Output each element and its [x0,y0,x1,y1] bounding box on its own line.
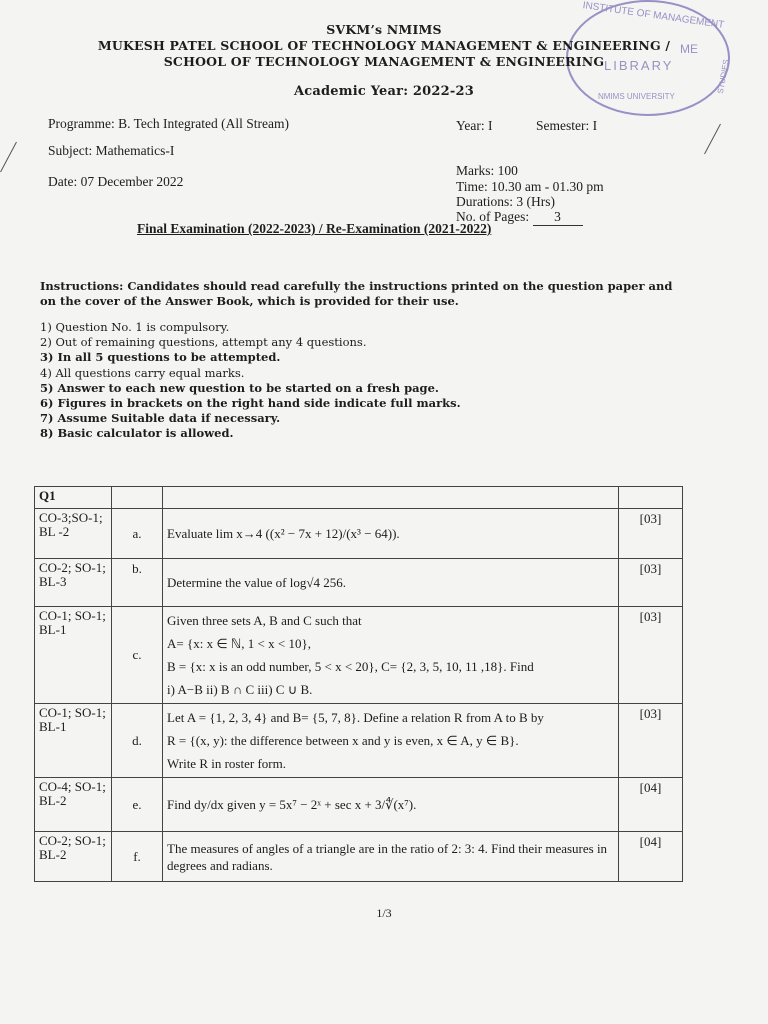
question-line: i) A−B ii) B ∩ C iii) C ∪ B. [167,682,313,697]
instruction-item: 1) Question No. 1 is compulsory. [40,320,230,334]
exam-title: Final Examination (2022-2023) / Re-Examination (2021-2022) [137,221,492,236]
exam-time: Time: 10.30 am - 01.30 pm [456,179,604,194]
year: Year: I [456,118,493,133]
subject: Subject: Mathematics-I [48,143,175,158]
question-line: B = {x: x is an odd number, 5 < x < 20}, C= {2, 3, 5, 10, 11 ,18}. Find [167,659,534,674]
school-name-2: SCHOOL OF TECHNOLOGY MANAGEMENT & ENGINEERING [163,54,605,69]
duration: Durations: 3 (Hrs) [456,194,555,209]
semester: Semester: I [536,118,598,133]
table-row [35,487,683,509]
sub-question-label: f. [112,832,163,882]
instruction-item: 4) All questions carry equal marks. [40,365,245,380]
marks: Marks: 100 [456,163,518,178]
question-line: R = {(x, y): the difference between x and y is even, x ∈ A, y ∈ B}. [167,733,519,748]
table-row [35,704,683,778]
instruction-item: 6) Figures in brackets on the right hand side indicate full marks. [40,396,461,411]
co-mapping: CO-1; SO-1; BL-1 [35,704,112,778]
pages-label: No. of Pages: [456,209,530,224]
sub-question-label: b. [112,559,163,607]
sub-question-label: d. [112,704,163,778]
co-mapping: CO-2; SO-1; BL-3 [35,559,112,607]
table-row [35,509,683,559]
instructions-list [40,320,461,442]
question-marks: [03] [619,607,683,704]
instruction-item: 2) Out of remaining questions, attempt any 4 questions. [40,335,367,350]
question-marks: [03] [619,509,683,559]
table-row [35,832,683,882]
question-marks: [04] [619,832,683,882]
exam-date: Date: 07 December 2022 [48,174,184,189]
instruction-item: 8) Basic calculator is allowed. [40,426,234,441]
question-text [163,704,619,778]
table-row [35,778,683,832]
instruction-item: 3) In all 5 questions to be attempted. [40,350,281,365]
programme: Programme: B. Tech Integrated (All Stream) [48,116,289,131]
stamp-library-text: LIBRARY [604,58,674,73]
co-mapping: CO-4; SO-1; BL-2 [35,778,112,832]
question-text: The measures of angles of a triangle are in the ratio of 2: 3: 4. Find their measures in degrees and radians. [163,832,619,882]
pages-value: 3 [533,209,583,226]
org-name: SVKM’s NMIMS [326,22,442,37]
stamp-top-text: INSTITUTE OF MANAGEMENT [581,0,725,31]
table-row [35,559,683,607]
academic-year: Academic Year: 2022-23 [293,84,474,99]
question-text: Find dy/dx given y = 5x⁷ − 2ˣ + sec x + 3/∜(x⁷). [163,778,619,832]
question-text: Determine the value of log√4 256. [163,559,619,607]
question-line: A= {x: x ∈ ℕ, 1 < x < 10}, [167,636,311,651]
instruction-item: 7) Assume Suitable data if necessary. [40,411,281,426]
instructions-heading: Instructions: Candidates should read carefully the instructions printed on the question paper and on the cover of the Answer Book, which is provided for their use. [40,279,673,308]
question-line: Write R in roster form. [167,756,286,771]
sub-question-label: c. [112,607,163,704]
pen-mark-left [0,142,17,172]
stamp-mid-text: ME [680,42,698,56]
question-number: Q1 [35,487,112,509]
school-name-1: MUKESH PATEL SCHOOL OF TECHNOLOGY MANAGEMENT & ENGINEERING / [97,38,671,53]
page-number: 1/3 [376,906,392,920]
instruction-item: 5) Answer to each new question to be started on a fresh page. [40,380,439,395]
stamp-bottom-text: NMIMS UNIVERSITY [598,92,675,101]
table-row [35,607,683,704]
stamp-side-text: STUDIES [715,58,731,95]
question-marks: [03] [619,559,683,607]
question-text: Evaluate lim x→4 ((x² − 7x + 12)/(x³ − 64)). [163,509,619,559]
sub-question-label: e. [112,778,163,832]
co-mapping: CO-1; SO-1; BL-1 [35,607,112,704]
question-text [163,607,619,704]
co-mapping: CO-2; SO-1; BL-2 [35,832,112,882]
question-marks: [04] [619,778,683,832]
question-marks: [03] [619,704,683,778]
question-line: Let A = {1, 2, 3, 4} and B= {5, 7, 8}. Define a relation R from A to B by [167,710,544,725]
question-line: Given three sets A, B and C such that [167,613,362,628]
sub-question-label: a. [112,509,163,559]
co-mapping: CO-3;SO-1; BL -2 [35,509,112,559]
question-table [34,486,683,882]
pen-mark [704,124,721,154]
